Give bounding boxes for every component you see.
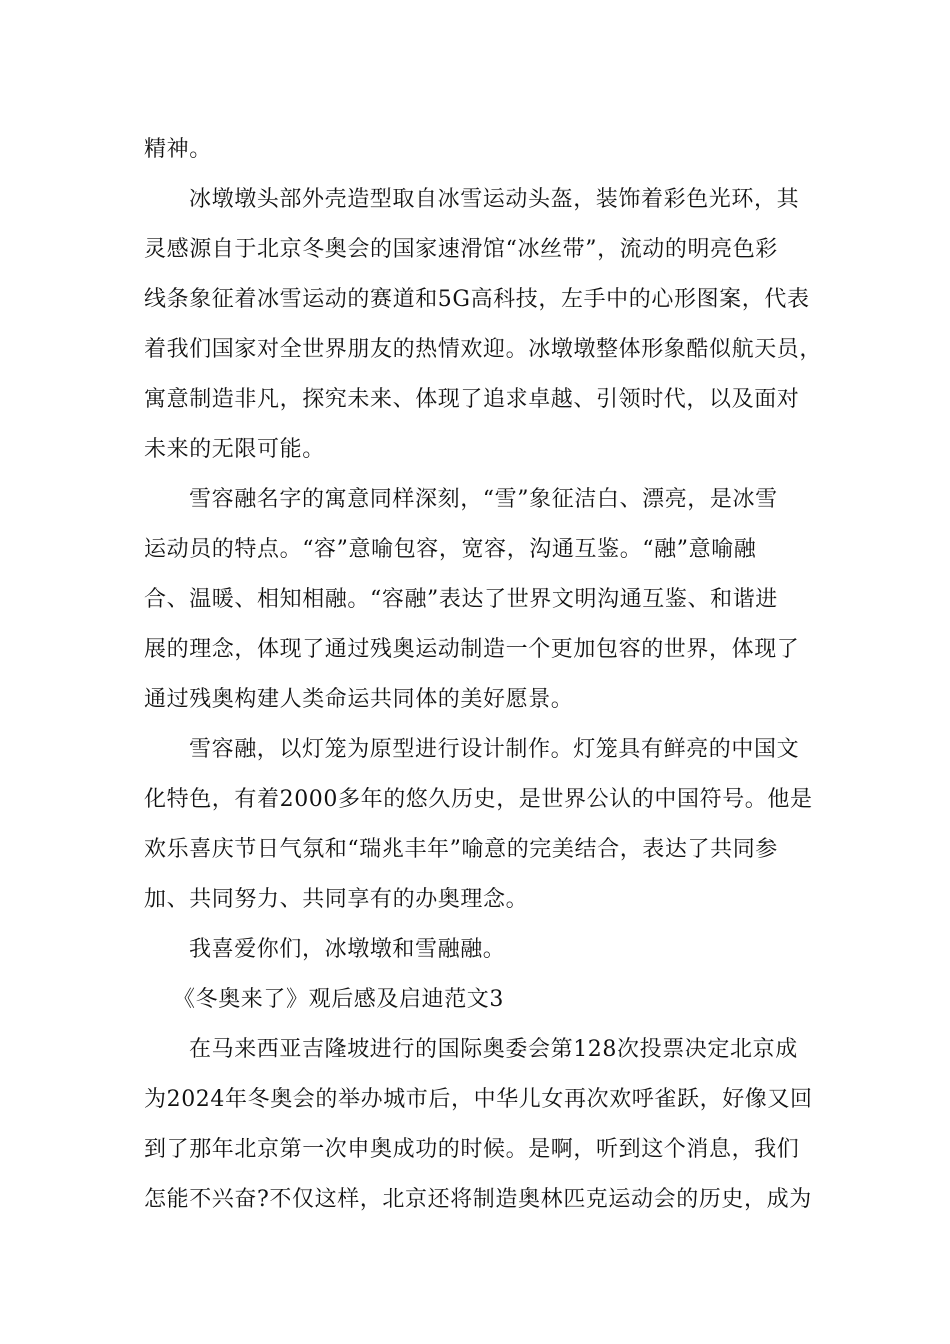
text-line [0, 375, 950, 425]
text-line [0, 325, 950, 375]
line-text: 加、共同努力、共同享有的办奥理念。 [144, 887, 529, 912]
text-line [0, 1125, 950, 1175]
text-line [0, 675, 950, 725]
text-line [0, 625, 950, 675]
line-text: 精神。 [144, 137, 212, 162]
line-text: 运动员的特点。“容”意喻包容，宽容，沟通互鉴。“融”意喻融 [144, 537, 757, 562]
line-text: 雪容融，以灯笼为原型进行设计制作。灯笼具有鲜亮的中国文 [189, 737, 800, 762]
line-text: 合、温暖、相知相融。“容融”表达了世界文明沟通互鉴、和谐进 [144, 587, 778, 612]
text-line [0, 1075, 950, 1125]
line-text: 寓意制造非凡，探究未来、体现了追求卓越、引领时代，以及面对 [144, 387, 800, 412]
text-line [0, 1175, 950, 1225]
text-line [0, 125, 950, 175]
line-text: 灵感源自于北京冬奥会的国家速滑馆“冰丝带”，流动的明亮色彩 [144, 237, 778, 262]
paragraph-start-line [0, 1025, 950, 1075]
paragraph-start-line [0, 175, 950, 225]
paragraph-start-line [0, 475, 950, 525]
text-line [0, 575, 950, 625]
text-line [0, 775, 950, 825]
line-text: 着我们国家对全世界朋友的热情欢迎。冰墩墩整体形象酷似航天员， [144, 337, 823, 362]
paragraph-start-line [0, 725, 950, 775]
section-heading [0, 975, 950, 1025]
line-text: 在马来西亚吉隆坡进行的国际奥委会第128次投票决定北京成 [189, 1037, 798, 1062]
line-text: 冰墩墩头部外壳造型取自冰雪运动头盔，装饰着彩色光环，其 [189, 187, 800, 212]
line-text: 我喜爱你们，冰墩墩和雪融融。 [189, 937, 506, 962]
paragraph-start-line [0, 925, 950, 975]
text-line [0, 875, 950, 925]
text-line [0, 825, 950, 875]
line-text: 为2024年冬奥会的举办城市后，中华儿女再次欢呼雀跃，好像又回 [144, 1087, 813, 1112]
text-line [0, 525, 950, 575]
line-text: 展的理念，体现了通过残奥运动制造一个更加包容的世界，体现了 [144, 637, 800, 662]
line-text: 雪容融名字的寓意同样深刻，“雪”象征洁白、漂亮，是冰雪 [189, 487, 778, 512]
line-text: 未来的无限可能。 [144, 437, 325, 462]
section-heading-text: 《冬奥来了》观后感及启迪范文3 [173, 987, 504, 1012]
line-text: 欢乐喜庆节日气氛和“瑞兆丰年”喻意的完美结合，表达了共同参 [144, 837, 778, 862]
line-text: 线条象征着冰雪运动的赛道和5G高科技，左手中的心形图案，代表 [144, 287, 810, 312]
text-line [0, 225, 950, 275]
line-text: 怎能不兴奋?不仅这样，北京还将制造奥林匹克运动会的历史，成为 [144, 1187, 812, 1212]
text-line [0, 275, 950, 325]
line-text: 化特色，有着2000多年的悠久历史，是世界公认的中国符号。他是 [144, 787, 813, 812]
line-text: 到了那年北京第一次申奥成功的时候。是啊，听到这个消息，我们 [144, 1137, 800, 1162]
text-line [0, 425, 950, 475]
line-text: 通过残奥构建人类命运共同体的美好愿景。 [144, 687, 574, 712]
